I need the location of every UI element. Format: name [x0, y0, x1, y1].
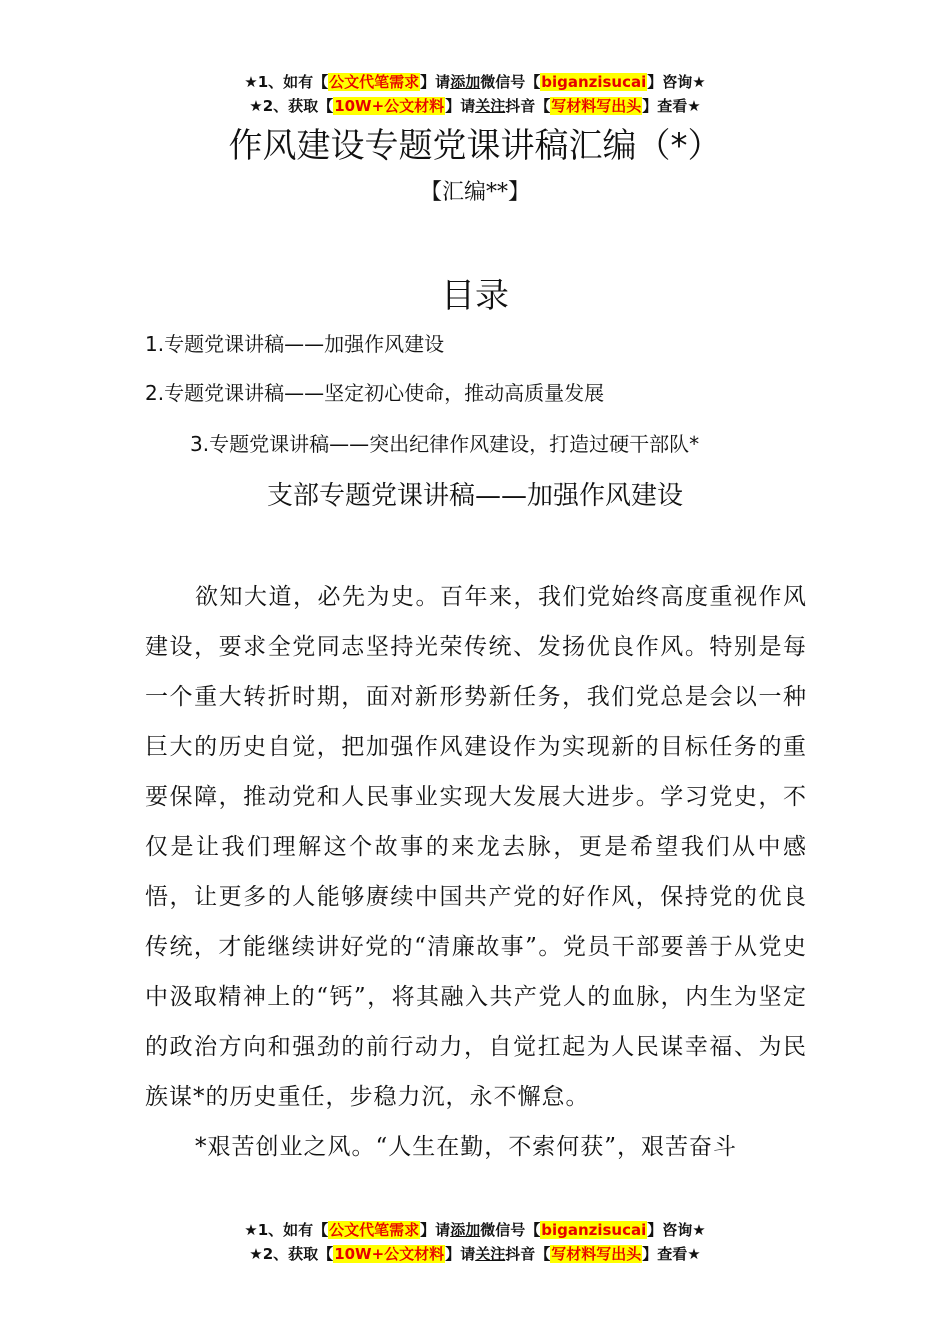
banner-highlight: 公文代笔需求	[329, 73, 420, 91]
top-banner	[0, 70, 950, 118]
banner-wechat-id: biganzisucai	[541, 1221, 647, 1239]
toc-item[interactable]: 3.专题党课讲稿——突出纪律作风建设，打造过硬干部队*	[190, 432, 700, 456]
toc-item[interactable]: 2.专题党课讲稿——坚定初心使命，推动高质量发展	[145, 381, 605, 405]
paragraph: *艰苦创业之风。“人生在勤，不索何获”，艰苦奋斗	[195, 1134, 738, 1160]
banner-wechat-id: biganzisucai	[541, 73, 647, 91]
toc-item[interactable]: 1.专题党课讲稿——加强作风建设	[145, 332, 445, 356]
body-text	[145, 572, 807, 1172]
banner-line-1: ★1、如有【公文代笔需求】请添加微信号【biganzisucai】咨询★	[244, 73, 706, 91]
banner-line-1: ★1、如有【公文代笔需求】请添加微信号【biganzisucai】咨询★	[244, 1221, 706, 1239]
banner-douyin-id: 写材料写出头	[551, 1245, 642, 1263]
banner-line-2: ★2、获取【10W+公文材料】请关注抖音【写材料写出头】查看★	[249, 1245, 701, 1263]
bottom-banner	[0, 1218, 950, 1266]
document-subtitle: 【汇编**】	[419, 180, 530, 205]
document-title: 作风建设专题党课讲稿汇编（*）	[228, 126, 722, 166]
banner-douyin-id: 写材料写出头	[551, 97, 642, 115]
banner-line-2: ★2、获取【10W+公文材料】请关注抖音【写材料写出头】查看★	[249, 97, 701, 115]
banner-highlight: 公文代笔需求	[329, 1221, 420, 1239]
section-title: 支部专题党课讲稿——加强作风建设	[266, 481, 683, 511]
banner-highlight: 10W+公文材料	[334, 97, 445, 115]
toc-heading: 目录	[441, 276, 509, 316]
banner-highlight: 10W+公文材料	[334, 1245, 445, 1263]
paragraph: 欲知大道，必先为史。百年来，我们党始终高度重视作风建设，要求全党同志坚持光荣传统、发扬优良作风。特别是每一个重大转折时期，面对新形势新任务，我们党总是会以一种巨大的历史自觉，把加强作风建设作为实现新的目标任务的重要保障，推动党和人民事业实现大发展大进步。学习党史，不仅是让我们理解这个故事的来龙去脉，更是希望我们从中感悟，让更多的人能够赓续中国共产党的好作风，保持党的优良传统，才能继续讲好党的“清廉故事”。党员干部要善于从党史中汲取精神上的“钙”，将其融入共产党人的血脉，内生为坚定的政治方向和强劲的前行动力，自觉扛起为人民谋幸福、为民族谋*的历史重任，步稳力沉，永不懈怠。	[145, 584, 807, 1110]
